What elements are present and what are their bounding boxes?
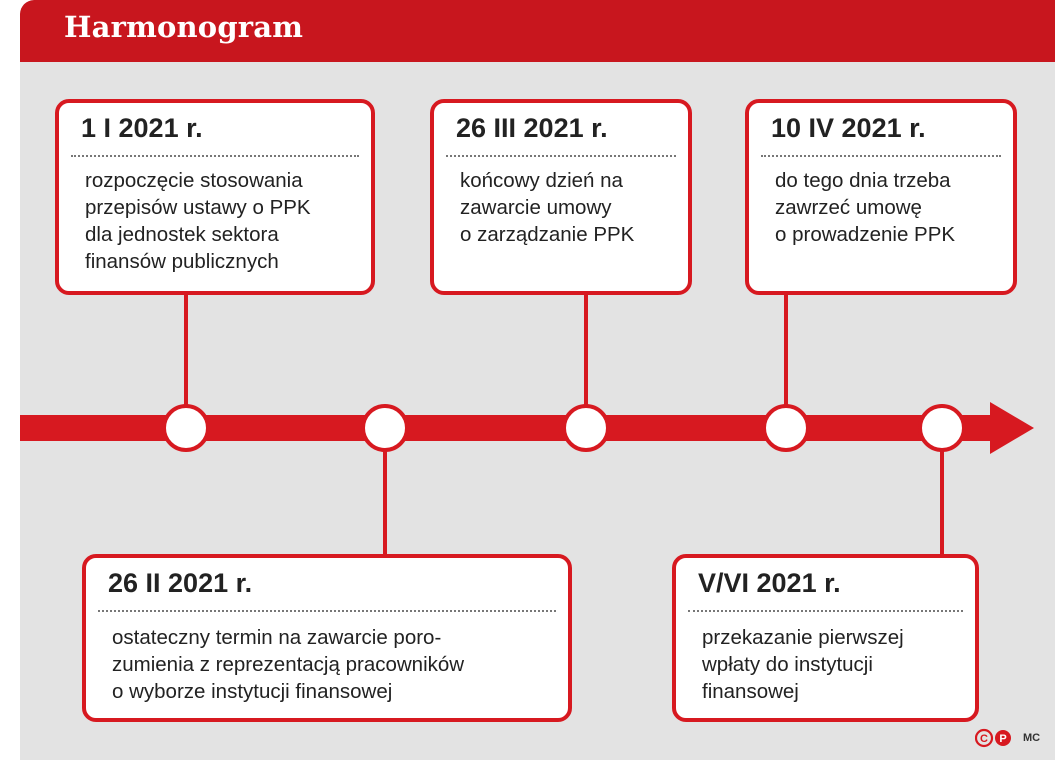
event-description-line: przekazanie pierwszej [702,626,904,649]
event-date: 10 IV 2021 r. [771,113,926,143]
timeline-marker-2 [363,406,407,450]
event-description-line: zumienia z reprezentacją pracowników [112,653,465,676]
event-description [702,624,904,705]
timeline-marker-3 [564,406,608,450]
event-card-1 [55,99,375,295]
dotted-separator [688,610,963,612]
event-description-line: zawrzeć umowę [775,196,922,219]
svg-text:P: P [999,733,1007,745]
event-card-5 [672,554,979,722]
event-date: 26 III 2021 r. [456,113,608,143]
event-description-line: o wyborze instytucji finansowej [112,680,393,703]
event-description-line: rozpoczęcie stosowania [85,169,303,192]
timeline-arrowhead [990,402,1034,454]
event-description-line: do tego dnia trzeba [775,169,951,192]
event-description-line: o zarządzanie PPK [460,223,635,246]
event-date: 26 II 2021 r. [108,568,253,598]
dotted-separator [71,155,359,157]
event-description-line: ostateczny termin na zawarcie poro- [112,626,442,649]
event-description-line: końcowy dzień na [460,169,623,192]
dotted-separator [98,610,556,612]
event-description [85,167,311,275]
credit [975,728,1040,748]
event-description-line: zawarcie umowy [460,196,612,219]
copyright-cp-logo-icon [975,728,1015,748]
event-description-line: o prowadzenie PPK [775,223,956,246]
event-description-line: wpłaty do instytucji [702,653,873,676]
event-description [460,167,634,248]
svg-text:C: C [980,733,988,745]
event-date: V/VI 2021 r. [698,568,841,598]
event-description-line: dla jednostek sektora [85,223,279,246]
author-initials: MC [1023,732,1041,744]
event-card-4 [745,99,1017,295]
timeline-marker-1 [164,406,208,450]
page-title: Harmonogram [64,10,304,44]
timeline-marker-5 [920,406,964,450]
timeline-marker-4 [764,406,808,450]
event-card-3 [430,99,692,295]
event-description [112,624,464,705]
event-description-line: przepisów ustawy o PPK [85,196,311,219]
event-description-line: finansowej [702,680,799,703]
dotted-separator [761,155,1001,157]
event-description-line: finansów publicznych [85,250,279,273]
event-description [775,167,955,248]
event-date: 1 I 2021 r. [81,113,203,143]
dotted-separator [446,155,676,157]
event-card-2 [82,554,572,722]
